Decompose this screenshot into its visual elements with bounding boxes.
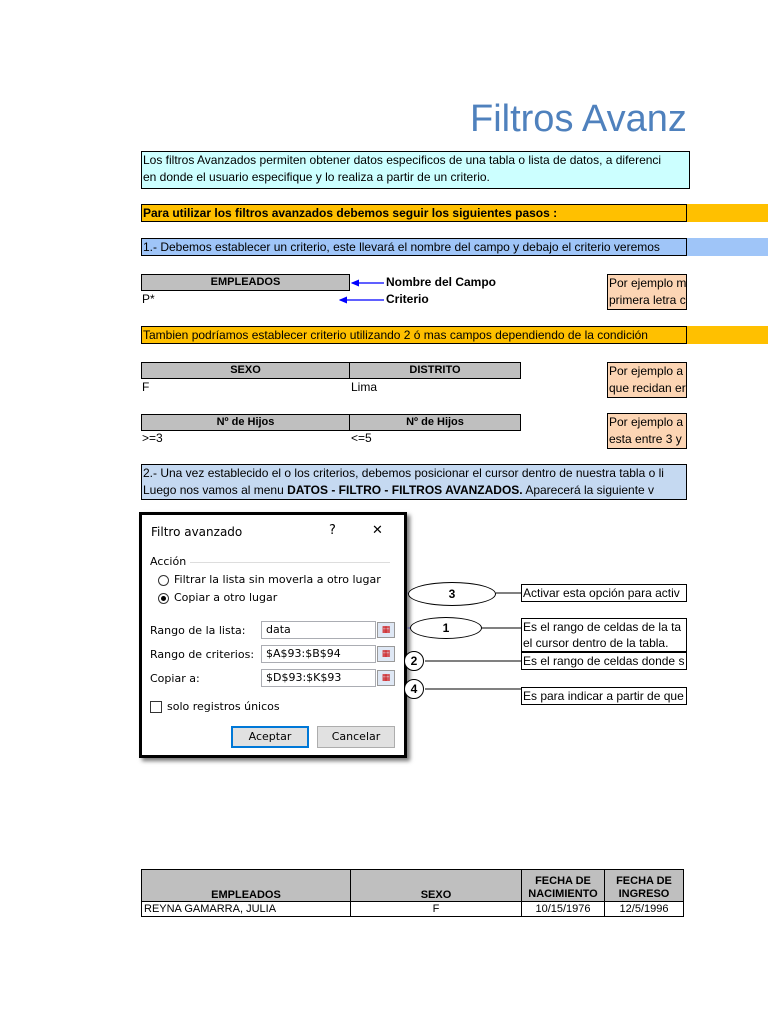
- col-header-fecha-ingreso-line-1: FECHA DE: [616, 875, 672, 887]
- cell-sexo: F: [351, 902, 522, 917]
- example3-note-line-2: esta entre 3 y: [609, 432, 682, 446]
- col-header-fecha-nacimiento-line-1: FECHA DE: [535, 875, 591, 887]
- hijos-value-1: >=3: [142, 431, 163, 445]
- callout-2: 2: [404, 651, 424, 671]
- note-callout-1-line-1: Es el rango de celdas de la ta: [523, 620, 682, 634]
- dialog-title: Filtro avanzado: [151, 525, 243, 539]
- callout-3: 3: [408, 582, 496, 606]
- col-header-sexo-text: SEXO: [420, 889, 452, 901]
- col-header-empleados-text: EMPLEADOS: [211, 889, 281, 901]
- page-title: Filtros Avanz: [470, 98, 687, 140]
- filter-in-place-radio[interactable]: [158, 575, 169, 586]
- unique-records-checkbox[interactable]: [150, 701, 162, 713]
- table-row: [142, 902, 684, 917]
- example2-note-line-2: que recidan er: [609, 381, 686, 395]
- sexo-value: F: [142, 380, 150, 394]
- unique-records-label[interactable]: solo registros únicos: [167, 700, 280, 713]
- intro-line-1: Los filtros Avanzados permiten obtener datos especificos de una tabla o lista de datos, a diferenci: [143, 153, 662, 167]
- callout-4: 4: [404, 679, 424, 699]
- advanced-filter-dialog: [139, 512, 407, 758]
- hijos-header-1: Nº de Hijos: [141, 414, 350, 431]
- cancel-button[interactable]: Cancelar: [317, 726, 395, 748]
- help-button[interactable]: ?: [329, 523, 336, 538]
- col-header-fecha-ingreso: [605, 870, 684, 902]
- copy-to-picker-icon[interactable]: ▦: [377, 670, 395, 686]
- col-header-fecha-ingreso-line-2: INGRESO: [618, 888, 670, 900]
- callout-1: 1: [410, 617, 482, 639]
- distrito-header: DISTRITO: [349, 362, 521, 379]
- sexo-header: SEXO: [141, 362, 350, 379]
- step2-line-1-text: 2.- Una vez establecido el o los criterios, debemos posicionar el cursor dentro de nuestra tabla o li: [143, 466, 664, 480]
- criteria-range-picker-icon[interactable]: ▦: [377, 646, 395, 662]
- also-text-content: Tambien podríamos establecer criterio utilizando 2 ó mas campos dependiendo de la condición: [143, 328, 648, 342]
- hijos-header-2: Nº de Hijos: [349, 414, 521, 431]
- copy-to-label: Copiar a:: [150, 672, 200, 685]
- list-range-label: Rango de la lista:: [150, 624, 246, 637]
- cell-fecha-ingreso: 12/5/1996: [605, 902, 684, 917]
- example1-note-line-2: primera letra c: [609, 293, 686, 307]
- criteria-field-header: EMPLEADOS: [141, 274, 350, 291]
- criteria-range-input[interactable]: $A$93:$B$94: [261, 645, 376, 663]
- action-section-label: Acción: [150, 555, 187, 568]
- accept-button[interactable]: Aceptar: [231, 726, 309, 748]
- copy-to-location-label[interactable]: Copiar a otro lugar: [174, 591, 278, 604]
- col-header-fecha-nacimiento: [522, 870, 605, 902]
- label-field-name: Nombre del Campo: [386, 275, 497, 289]
- example2-note-line-1: Por ejemplo a: [609, 364, 684, 378]
- col-header-empleados: [142, 870, 351, 902]
- criteria-value: P*: [142, 292, 155, 306]
- steps-header-text: Para utilizar los filtros avanzados debemos seguir los siguientes pasos :: [143, 206, 558, 220]
- note-callout-2: Es el rango de celdas donde s: [521, 652, 687, 670]
- note-callout-1-line-2: el cursor dentro de la tabla.: [523, 636, 669, 650]
- step2-line-2-post: Aparecerá la siguiente v: [522, 483, 655, 497]
- list-range-input[interactable]: data: [261, 621, 376, 639]
- col-header-sexo: [351, 870, 522, 902]
- table-header-row: [142, 870, 684, 902]
- step1-text: 1.- Debemos establecer un criterio, este llevará el nombre del campo y debajo el criterio veremos: [143, 240, 660, 254]
- note-callout-4: Es para indicar a partir de que: [521, 687, 687, 705]
- list-range-picker-icon[interactable]: ▦: [377, 622, 395, 638]
- step2-line-2-pre: Luego nos vamos al menu: [143, 483, 288, 497]
- distrito-value: Lima: [351, 380, 378, 394]
- hijos-value-2: <=5: [351, 431, 372, 445]
- copy-to-input[interactable]: $D$93:$K$93: [261, 669, 376, 687]
- cell-fecha-nacimiento: 10/15/1976: [522, 902, 605, 917]
- criteria-range-label: Rango de criterios:: [150, 648, 255, 661]
- example1-note-line-1: Por ejemplo m: [609, 276, 687, 290]
- filter-in-place-label[interactable]: Filtrar la lista sin moverla a otro lugar: [174, 573, 381, 586]
- note-callout-1: [521, 618, 687, 652]
- close-icon[interactable]: ✕: [372, 523, 383, 538]
- section-divider: [190, 562, 390, 563]
- copy-to-location-radio[interactable]: [158, 593, 169, 604]
- label-criterion: Criterio: [386, 292, 429, 306]
- step2-line-2-bold: DATOS - FILTRO - FILTROS AVANZADOS.: [287, 483, 523, 497]
- employees-table: [141, 869, 684, 917]
- note-callout-3: Activar esta opción para activ: [521, 584, 687, 602]
- cell-empleado: REYNA GAMARRA, JULIA: [142, 902, 351, 917]
- intro-line-2: en donde el usuario especifique y lo realiza a partir de un criterio.: [143, 170, 490, 184]
- col-header-fecha-nacimiento-line-2: NACIMIENTO: [528, 888, 598, 900]
- example3-note-line-1: Por ejemplo a: [609, 415, 684, 429]
